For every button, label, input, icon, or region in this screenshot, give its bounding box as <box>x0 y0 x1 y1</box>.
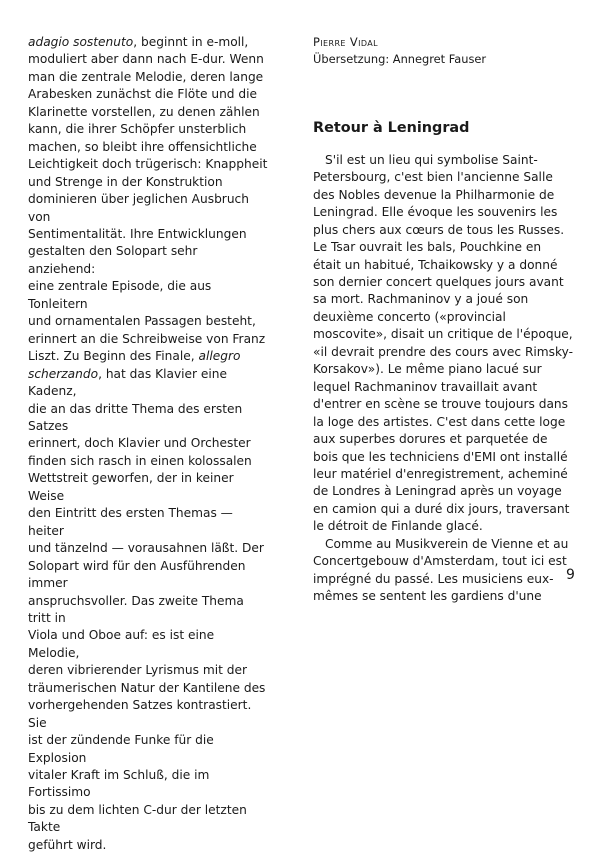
text-line: bois que les techniciens d'EMI ont installé <box>313 449 568 464</box>
translator-credit: Übersetzung: Annegret Fauser <box>313 52 487 67</box>
section-body <box>313 152 575 606</box>
text-line: Le Tsar ouvrait les bals, Pouchkine en <box>313 240 542 255</box>
text-line: eine zentrale Episode, die aus Tonleitern <box>28 279 212 311</box>
text-line: imprégné du passé. Les musiciens eux- <box>313 571 554 586</box>
text-line: und Strenge in der Konstruktion <box>28 174 223 189</box>
text-line: la loge des artistes. C'est dans cette loge <box>313 414 566 429</box>
text-line: moduliert aber dann nach E-dur. Wenn <box>28 52 264 67</box>
text-line: Leichtigkeit doch trügerisch: Knappheit <box>28 157 268 172</box>
text-line: son dernier concert quelques jours avant <box>313 274 564 289</box>
text-line: Leningrad. Elle évoque les souvenirs les <box>313 205 558 220</box>
text-line: aux superbes dorures et parquetée de <box>313 432 548 447</box>
text-line: vitaler Kraft im Schluß, die im Fortissimo <box>28 768 210 800</box>
text-line: kann, die ihrer Schöpfer unsterblich <box>28 122 247 137</box>
text-line: Klarinette vorstellen, zu denen zählen <box>28 104 260 119</box>
text-line: bis zu dem lichten C-dur der letzten Takte <box>28 802 247 835</box>
text-line: «il devrait prendre des cours avec Rimsky- <box>313 344 574 359</box>
text-line: träumerischen Natur der Kantilene des <box>28 680 266 695</box>
text-line: Viola und Oboe auf: es ist eine Melodie, <box>28 628 215 660</box>
text-line: Sentimentalität. Ihre Entwicklungen <box>28 226 247 241</box>
text-line: plus chers aux cœurs de tous les Russes. <box>313 222 565 237</box>
text-line: man die zentrale Melodie, deren lange <box>28 69 264 84</box>
text-line: und tänzelnd — vorausahnen läßt. Der <box>28 541 264 556</box>
author-name: Pierre Vidal <box>313 35 378 49</box>
text-line: erinnert, doch Klavier und Orchester <box>28 436 251 451</box>
left-text-column <box>28 34 268 854</box>
text-line: moscovite», disait un critique de l'époque, <box>313 327 573 342</box>
page-number: 9 <box>566 567 575 583</box>
text-line: Wettstreit geworfen, der in keiner Weise <box>28 471 234 503</box>
text-line: gestalten den Solopart sehr anziehend: <box>28 244 198 276</box>
text-line: était un habitué, Tchaikowsky y a donné <box>313 257 558 272</box>
text-line: mêmes se sentent les gardiens d'une <box>313 589 542 604</box>
text-line: dominieren über jeglichen Ausbruch von <box>28 192 249 224</box>
text-line: erinnert an die Schreibweise von Franz <box>28 331 266 346</box>
text-line: finden sich rasch in einen kolossalen <box>28 453 252 468</box>
text-line: und ornamentalen Passagen besteht, <box>28 314 256 329</box>
text-line: le détroit de Finlande glacé. <box>313 519 483 534</box>
text-line: adagio sostenuto, beginnt in e-moll, <box>28 35 249 49</box>
text-line: des Nobles devenue la Philharmonie de <box>313 187 555 202</box>
text-line: S'il est un lieu qui symbolise Saint- <box>325 152 538 167</box>
text-line: anspruchsvoller. Das zweite Thema tritt in <box>28 593 244 625</box>
text-line: vorhergehenden Satzes kontrastiert. Sie <box>28 698 252 730</box>
text-line: Comme au Musikverein de Vienne et au <box>325 536 569 551</box>
text-line: den Eintritt des ersten Themas — heiter <box>28 506 233 538</box>
text-line: en camion qui a duré dix jours, traversant <box>313 501 570 516</box>
text-line: deren vibrierender Lyrismus mit der <box>28 663 247 678</box>
text-line: leur matériel d'enregistrement, acheminé <box>313 466 568 481</box>
text-line: ist der zündende Funke für die Explosion <box>28 733 214 765</box>
text-line: Solopart wird für den Ausführenden immer <box>28 558 246 591</box>
text-line: de Londres à Leningrad après un voyage <box>313 484 562 499</box>
text-line: machen, so bleibt ihre offensichtliche <box>28 139 257 154</box>
section-heading: Retour à Leningrad <box>313 119 470 136</box>
text-line: Concertgebouw d'Amsterdam, tout ici est <box>313 554 567 569</box>
text-line: geführt wird. <box>28 837 107 852</box>
text-line: Liszt. Zu Beginn des Finale, allegro <box>28 349 241 364</box>
text-line: Petersbourg, c'est bien l'ancienne Salle <box>313 170 553 185</box>
text-line: lequel Rachmaninov travaillait avant <box>313 379 538 394</box>
credits-block <box>313 34 575 69</box>
text-line: Arabesken zunächst die Flöte und die <box>28 87 258 102</box>
text-line: sa mort. Rachmaninov y a joué son <box>313 292 529 307</box>
text-line: deuxième concerto («provincial <box>313 309 506 324</box>
right-text-column <box>313 34 575 606</box>
text-line: d'entrer en scène se trouve toujours dans <box>313 397 569 412</box>
text-line: die an das dritte Thema des ersten Satzes <box>28 401 243 433</box>
text-line: scherzando, hat das Klavier eine Kadenz, <box>28 366 228 399</box>
text-line: Korsakov»). Le même piano lacué sur <box>313 362 542 377</box>
